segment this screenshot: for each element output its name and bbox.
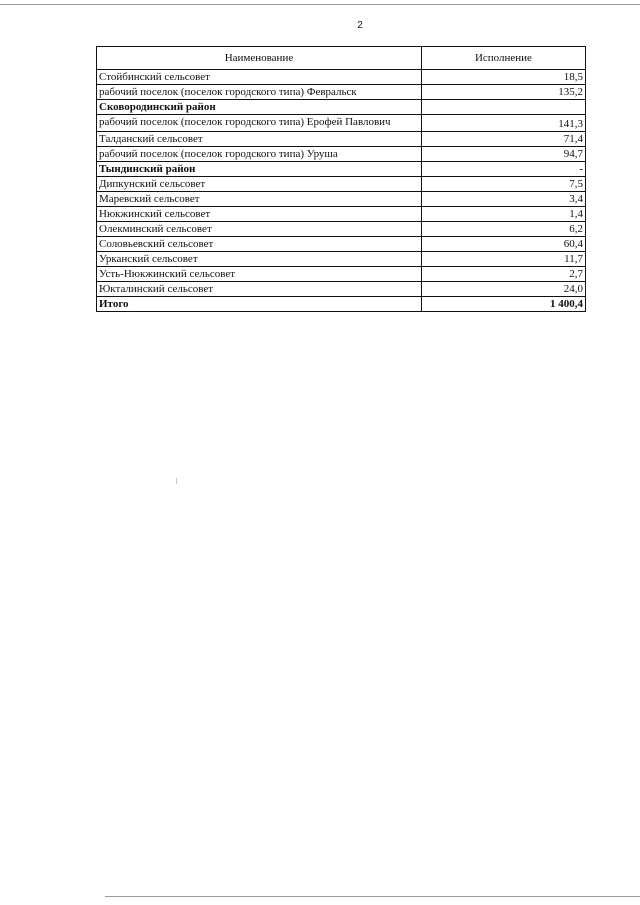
execution-value: 6,2	[421, 222, 585, 237]
execution-value: 18,5	[421, 70, 585, 85]
execution-value	[421, 100, 585, 115]
table-row	[97, 222, 586, 237]
execution-value: 2,7	[421, 267, 585, 282]
table-header-row	[97, 47, 586, 70]
page-number: 2	[357, 20, 363, 31]
settlement-name: Юкталинский сельсовет	[97, 282, 422, 297]
execution-value: 24,0	[421, 282, 585, 297]
table-body	[97, 70, 586, 297]
settlement-name: Усть-Нюкжинский сельсовет	[97, 267, 422, 282]
settlement-name: рабочий поселок (поселок городского типа) Уруша	[97, 147, 422, 162]
table-row	[97, 192, 586, 207]
settlement-name: рабочий поселок (поселок городского типа) Февральск	[97, 85, 422, 100]
execution-value: 94,7	[421, 147, 585, 162]
scan-edge-top	[0, 4, 640, 5]
scan-speck	[176, 478, 177, 484]
column-header-value: Исполнение	[421, 47, 585, 70]
table-row	[97, 252, 586, 267]
settlement-name: рабочий поселок (поселок городского типа) Ерофей Павлович	[97, 115, 422, 132]
district-name: Сковородинский район	[97, 100, 422, 115]
execution-value: 1,4	[421, 207, 585, 222]
district-row	[97, 100, 586, 115]
execution-value: 7,5	[421, 177, 585, 192]
column-header-name: Наименование	[97, 47, 422, 70]
table-row	[97, 177, 586, 192]
execution-value: 141,3	[421, 115, 585, 132]
table-row	[97, 85, 586, 100]
total-value: 1 400,4	[421, 297, 585, 312]
settlement-name: Маревский сельсовет	[97, 192, 422, 207]
execution-table	[96, 46, 586, 312]
execution-value: 71,4	[421, 132, 585, 147]
execution-value: 3,4	[421, 192, 585, 207]
execution-value: 60,4	[421, 237, 585, 252]
total-row	[97, 297, 586, 312]
district-row	[97, 162, 586, 177]
table-row	[97, 237, 586, 252]
execution-value: 135,2	[421, 85, 585, 100]
settlement-name: Дипкунский сельсовет	[97, 177, 422, 192]
settlement-name: Талданский сельсовет	[97, 132, 422, 147]
execution-value: -	[421, 162, 585, 177]
table-row	[97, 207, 586, 222]
table-row	[97, 70, 586, 85]
district-name: Тындинский район	[97, 162, 422, 177]
table-row	[97, 115, 586, 132]
settlement-name: Урканский сельсовет	[97, 252, 422, 267]
total-label: Итого	[97, 297, 422, 312]
settlement-name: Олекминский сельсовет	[97, 222, 422, 237]
execution-value: 11,7	[421, 252, 585, 267]
settlement-name: Соловьевский сельсовет	[97, 237, 422, 252]
table-row	[97, 132, 586, 147]
settlement-name: Стойбинский сельсовет	[97, 70, 422, 85]
table-row	[97, 267, 586, 282]
settlement-name: Нюкжинский сельсовет	[97, 207, 422, 222]
table-row	[97, 282, 586, 297]
scan-edge-bottom	[105, 896, 640, 897]
table-row	[97, 147, 586, 162]
